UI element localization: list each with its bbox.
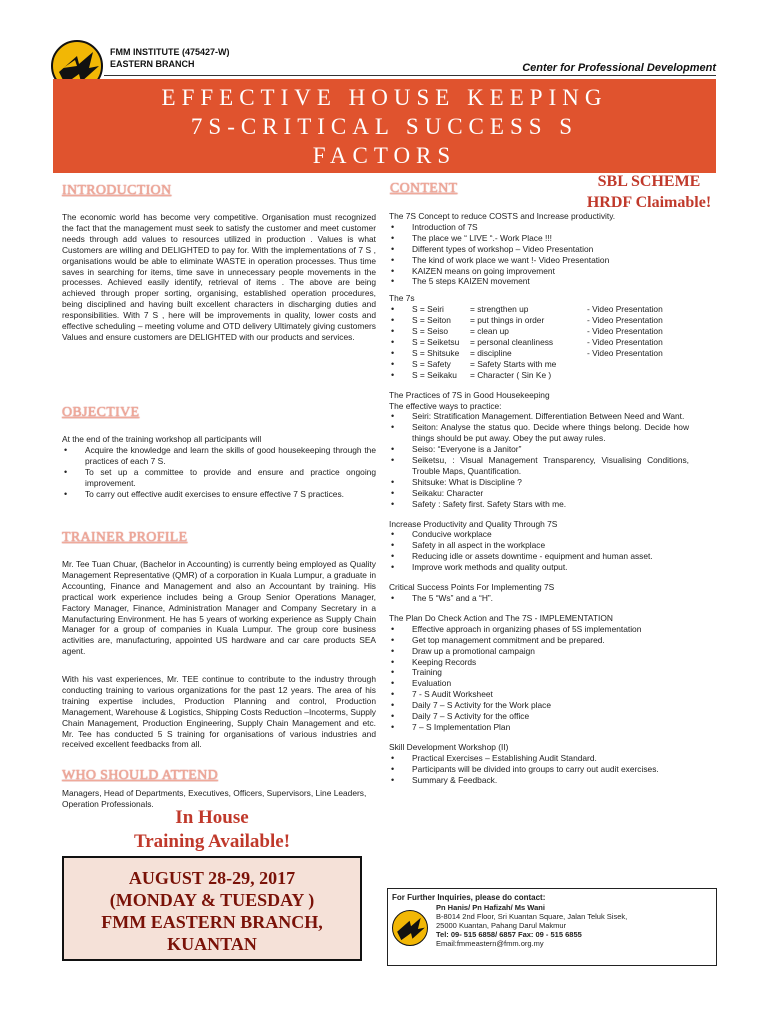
list-item: • To carry out effective audit exercises to ensure effective 7 S practices. xyxy=(62,489,376,500)
trainer-heading: TRAINER PROFILE xyxy=(62,530,188,545)
s-desc: = personal cleanliness xyxy=(470,336,554,347)
introduction-heading: INTRODUCTION xyxy=(62,183,172,198)
sbl-scheme: SBL SCHEME xyxy=(597,173,701,190)
list-item: • Seiso: “Everyone is a Janitor” xyxy=(389,444,689,455)
increase-title: Increase Productivity and Quality Through 7S xyxy=(389,518,558,529)
seven-s-row xyxy=(389,326,689,337)
introduction-body: The economic world has become very competitive. Organisation must recognized the fact that the management must seek to satisfy the customer and meet customer needs through add values to resources utilized in production . Values is what Customers are willing and DELIGHTED to pay for. With the implementations of 7 S , organisations would be able to eliminate WASTE in operation processes. Thus time saves in searching for items, time save in unnecessary people movements in the processes. Achieved easily identify, retrieval of items . The above are being achieved through proper sorting, organising, established operation procedures, being disciplined and having built excellent characters in discharging duties and responsibilities. With 7 S , here will be improvements in quality, lower costs and effective scheduling – meeting volume and OTD delivery Ultimately giving customers Values and ensure customers are DELIGHTED with our products and services. xyxy=(62,212,376,342)
seven-s-row xyxy=(389,359,689,370)
s-desc: = clean up xyxy=(470,326,509,337)
s-name: S = Seiri xyxy=(412,304,444,315)
s-name: S = Safety xyxy=(412,358,451,369)
s-desc: = Safety Starts with me xyxy=(470,358,557,369)
list-item: • The place we “ LIVE “.- Work Place !!! xyxy=(389,233,689,244)
attend-body: Managers, Head of Departments, Executives, Officers, Supervisors, Line Leaders, Operation Professionals. xyxy=(62,788,367,809)
content-intro: The 7S Concept to reduce COSTS and Increase productivity. xyxy=(389,211,616,221)
list-item: • 7 – S Implementation Plan xyxy=(389,722,689,733)
list-item: • Summary & Feedback. xyxy=(389,775,689,786)
in-house-promo xyxy=(62,806,362,854)
content-section xyxy=(389,211,689,786)
org-line2: EASTERN BRANCH xyxy=(110,59,195,69)
banner-line3: FACTORS xyxy=(312,143,457,168)
objective-section xyxy=(62,434,376,499)
list-item: • Evaluation xyxy=(389,678,689,689)
list-item: • Improve work methods and quality output. xyxy=(389,562,689,573)
fmm-logo-small xyxy=(392,910,428,946)
seven-s-row xyxy=(389,348,689,359)
list-item: • Shitsuke: What is Discipline ? xyxy=(389,477,689,488)
pdca-title: The Plan Do Check Action and The 7S - IMPLEMENTATION xyxy=(389,612,613,623)
list-item: • To set up a committee to provide and ensure and practice ongoing improvement. xyxy=(62,467,376,489)
list-item: • Safety in all aspect in the workplace xyxy=(389,540,689,551)
promo-line2: Training Available! xyxy=(133,831,291,852)
event-date: AUGUST 28-29, 2017 xyxy=(128,868,296,888)
s-desc: = Character ( Sin Ke ) xyxy=(470,369,552,380)
contact-address2: 25000 Kuantan, Pahang Darul Makmur xyxy=(436,921,567,930)
s-video: - Video Presentation xyxy=(587,326,663,337)
list-item: • The 5 steps KAIZEN movement xyxy=(389,276,689,287)
contact-address1: B-8014 2nd Floor, Sri Kuantan Square, Jalan Teluk Sisek, xyxy=(436,912,628,921)
list-item: • Participants will be divided into groups to carry out audit exercises. xyxy=(389,764,689,775)
list-item: • Daily 7 – S Activity for the Work place xyxy=(389,700,689,711)
s-name: S = Seiton xyxy=(412,315,451,326)
s-name: S = Shitsuke xyxy=(412,347,460,358)
s-name: S = Seiso xyxy=(412,326,449,337)
s-desc: = put things in order xyxy=(470,315,545,326)
s-desc: = discipline xyxy=(470,347,512,358)
header-divider xyxy=(104,75,716,76)
list-item: • KAIZEN means on going improvement xyxy=(389,266,689,277)
skill-title: Skill Development Workshop (II) xyxy=(389,741,509,752)
seven-s-row xyxy=(389,337,689,348)
tagline: Center for Professional Development xyxy=(522,62,716,74)
contact-phone: Tel: 09- 515 6858/ 6857 Fax: 09 - 515 6855 xyxy=(436,930,582,939)
event-venue: FMM EASTERN BRANCH, xyxy=(101,912,323,932)
event-city: KUANTAN xyxy=(167,934,257,954)
list-item: • Training xyxy=(389,667,689,678)
list-item: • Seiketsu, : Visual Management Transparency, Visualising Conditions, Trouble Maps, Quantification. xyxy=(389,455,689,477)
objective-heading: OBJECTIVE xyxy=(62,405,140,420)
contact-title: For Further Inquiries, please do contact: xyxy=(392,893,546,902)
list-item: • Reducing idle or assets downtime - equipment and human asset. xyxy=(389,551,689,562)
content-heading: CONTENT xyxy=(390,181,458,196)
org-name xyxy=(110,46,230,70)
list-item: • Conducive workplace xyxy=(389,529,689,540)
list-item: • The kind of work place we want !- Video Presentation xyxy=(389,255,689,266)
list-item: • Different types of workshop – Video Presentation xyxy=(389,244,689,255)
seven-s-list xyxy=(389,304,689,380)
s-video: - Video Presentation xyxy=(587,336,663,347)
event-box xyxy=(62,856,362,961)
list-item: • Daily 7 – S Activity for the office xyxy=(389,711,689,722)
list-item: • Practical Exercises – Establishing Audit Standard. xyxy=(389,753,689,764)
csp-title: Critical Success Points For Implementing 7S xyxy=(389,582,555,593)
list-item: • Keeping Records xyxy=(389,657,689,668)
hrdf-claimable: HRDF Claimable! xyxy=(586,194,712,211)
list-item: • Get top management commitment and be prepared. xyxy=(389,635,689,646)
seven-s-row xyxy=(389,304,689,315)
s-video: - Video Presentation xyxy=(587,315,663,326)
event-days: (MONDAY & TUESDAY ) xyxy=(109,890,315,910)
trainer-para1: Mr. Tee Tuan Chuar, (Bachelor in Accounting) is currently being employed as Quality Management Representative (QMR) of a corporation in Kuala Lumpur, a graduate in Accounting, Finance and Management and also an Accountant by training. His practical work experience includes being a Group Senior Operations Manager, Factory Manager, Finance, Administration Manager and Company Secretary in a Manufacturing Environment. He has 5 years of working experience as Supply Chain Manager for a group of companies in Kuala Lumpur. The group core business activities are, manufacturing, appointed US hardware and car care products SEA agent. xyxy=(62,559,376,657)
contact-names: Pn Hanis/ Pn Hafizah/ Ms Wani xyxy=(436,903,545,912)
seven-s-row xyxy=(389,370,689,381)
list-item: • Seiri: Stratification Management. Differentiation Between Need and Want. xyxy=(389,411,689,422)
s-name: S = Seikaku xyxy=(412,369,457,380)
banner-line2: 7S-CRITICAL SUCCESS S xyxy=(190,114,579,139)
list-item: • The 5 “Ws” and a “H”. xyxy=(389,593,689,604)
contact-box xyxy=(387,888,717,966)
promo-line1: In House xyxy=(175,807,249,828)
practices-title: The Practices of 7S in Good Housekeeping xyxy=(389,389,550,400)
attend-heading: WHO SHOULD ATTEND xyxy=(62,768,218,783)
seven-s-row xyxy=(389,315,689,326)
s-video: - Video Presentation xyxy=(587,304,663,315)
title-banner xyxy=(53,79,716,173)
practices-subtitle: The effective ways to practice: xyxy=(389,400,502,411)
list-item: • Seikaku: Character xyxy=(389,488,689,499)
s-name: S = Seiketsu xyxy=(412,336,460,347)
objective-intro: At the end of the training workshop all participants will xyxy=(62,434,262,444)
list-item: • Draw up a promotional campaign xyxy=(389,646,689,657)
list-item: • Introduction of 7S xyxy=(389,222,689,233)
list-item: • Safety : Safety first. Safety Stars with me. xyxy=(389,499,689,510)
list-item: • Seiton: Analyse the status quo. Decide where things belong. Decide how things should be put away. Obey the put away rules. xyxy=(389,422,689,444)
s-desc: = strengthen up xyxy=(470,304,529,315)
org-line1: FMM INSTITUTE (475427-W) xyxy=(110,47,230,57)
list-item: • 7 - S Audit Worksheet xyxy=(389,689,689,700)
banner-line1: EFFECTIVE HOUSE KEEPING xyxy=(161,85,608,110)
seven-title: The 7s xyxy=(389,293,415,304)
trainer-para2: With his vast experiences, Mr. TEE continue to contribute to the industry through conducting training to various organizations for the past 12 years. The area of his training expertise includes, Production Planning and control, Production Management, Warehouse & Logistics, Shipping Costs Reduction –Incoterms, Supply Chain Management, Production Engineering, Supply Chain Management and etc. Mr. Tee has conducted 5 S training for organisations of various industries and received excellent feedbacks from all. xyxy=(62,674,376,750)
contact-details xyxy=(436,903,716,948)
list-item: • Acquire the knowledge and learn the skills of good housekeeping through the practices of each 7 S. xyxy=(62,445,376,467)
contact-email[interactable]: Email:fmmeastern@fmm.org.my xyxy=(436,939,544,948)
list-item: • Effective approach in organizing phases of 5S implementation xyxy=(389,624,689,635)
s-video: - Video Presentation xyxy=(587,347,663,358)
